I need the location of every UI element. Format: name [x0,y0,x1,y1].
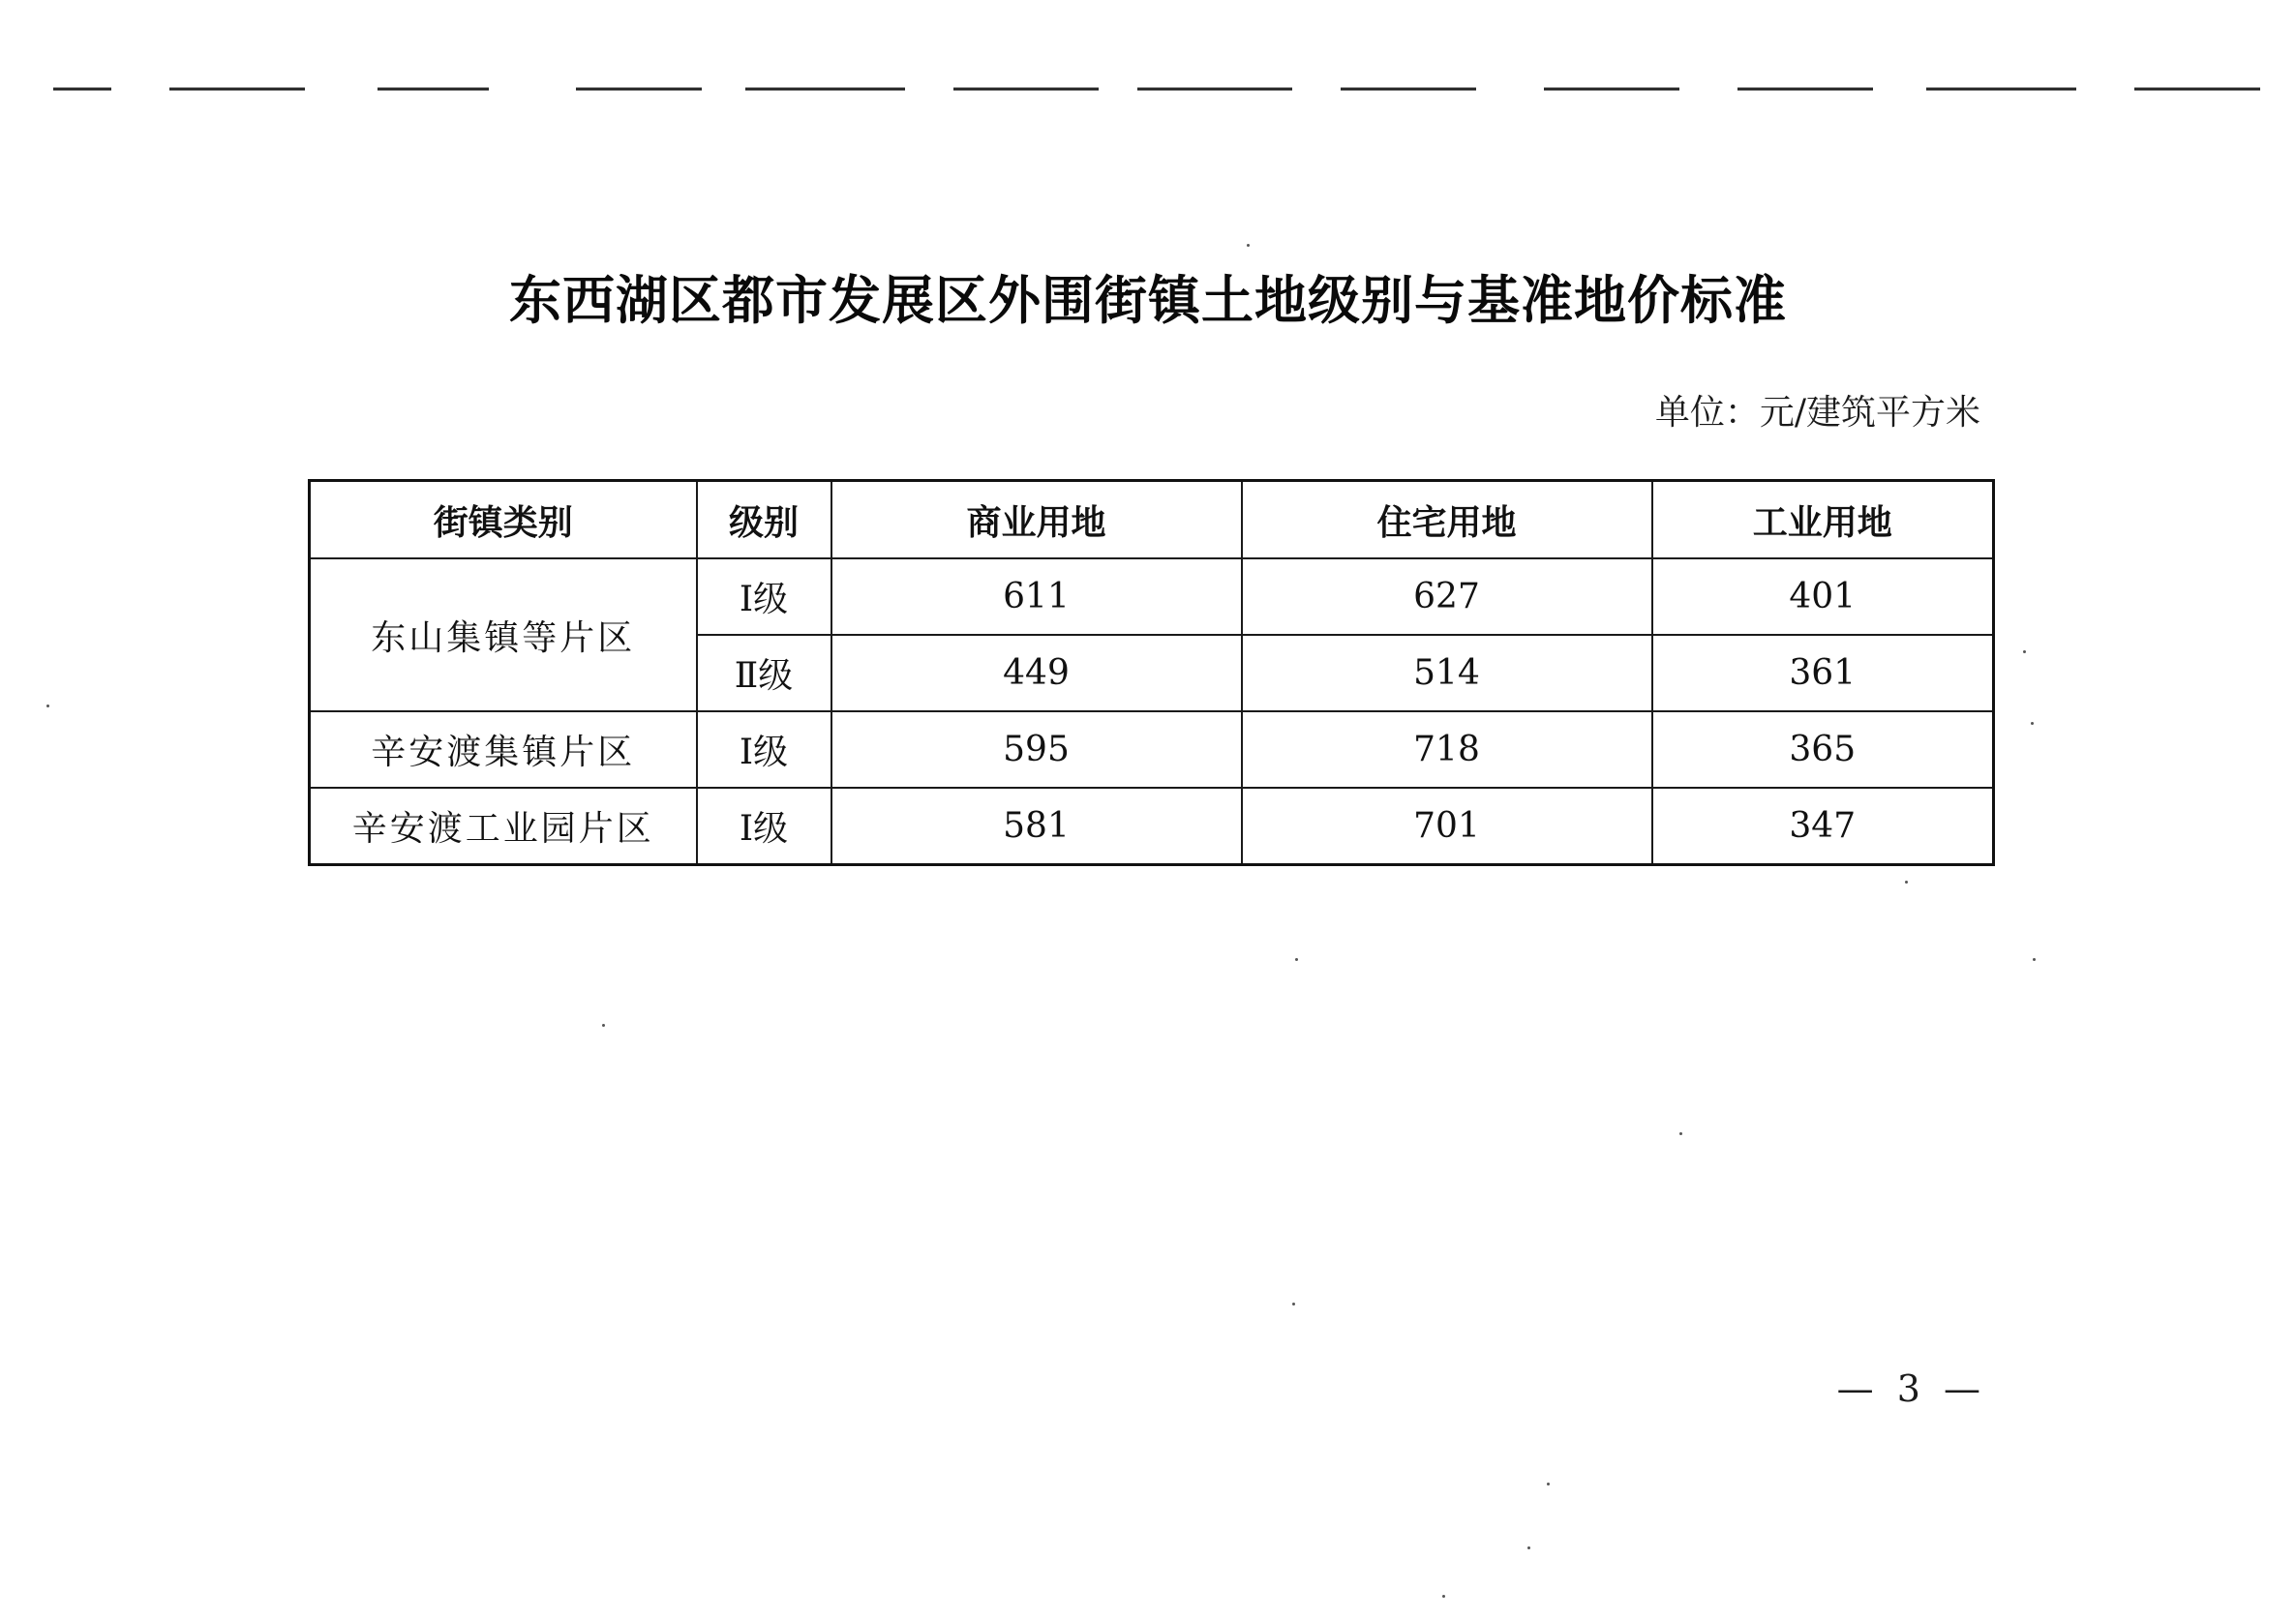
residential-price-cell: 701 [1242,788,1652,865]
table-header-row [310,481,1994,559]
town-cell: 辛安渡工业园片区 [310,788,697,865]
document-title: 东西湖区都市发展区外围街镇土地级别与基准地价标准 [509,270,1787,331]
industrial-price-cell: 365 [1652,711,1994,788]
grade-cell: Ⅱ级 [697,635,831,711]
commercial-price-cell: 595 [831,711,1242,788]
grade-cell: Ⅰ级 [697,711,831,788]
scan-speck [2031,722,2034,725]
scan-top-edge-marks [53,83,2260,95]
residential-price-cell: 514 [1242,635,1652,711]
scan-speck [1442,1595,1445,1598]
industrial-price-cell: 361 [1652,635,1994,711]
town-cell: 东山集镇等片区 [310,558,697,711]
commercial-price-cell: 611 [831,558,1242,635]
table-row [310,558,1994,635]
industrial-price-cell: 347 [1652,788,1994,865]
grade-cell: Ⅰ级 [697,788,831,865]
land-price-table [308,479,1995,866]
header-residential-land: 住宅用地 [1242,481,1652,559]
table-row [310,711,1994,788]
scan-speck [1679,1132,1682,1135]
scan-speck [2033,958,2036,961]
scan-speck [1905,881,1908,884]
header-industrial-land: 工业用地 [1652,481,1994,559]
scan-speck [602,1024,605,1027]
header-commercial-land: 商业用地 [831,481,1242,559]
unit-label: 单位：元/建筑平方米 [1654,393,1980,433]
grade-cell: Ⅰ级 [697,558,831,635]
commercial-price-cell: 449 [831,635,1242,711]
scan-speck [1527,1546,1530,1549]
industrial-price-cell: 401 [1652,558,1994,635]
residential-price-cell: 718 [1242,711,1652,788]
scan-speck [1292,1303,1295,1305]
town-cell: 辛安渡集镇片区 [310,711,697,788]
table-row [310,788,1994,865]
scan-speck [2023,650,2026,653]
scan-speck [1247,244,1250,247]
page-number: — 3 — [1836,1367,1986,1410]
commercial-price-cell: 581 [831,788,1242,865]
scan-speck [1547,1483,1550,1485]
header-grade: 级别 [697,481,831,559]
residential-price-cell: 627 [1242,558,1652,635]
scan-speck [46,705,49,707]
header-town-category: 街镇类别 [310,481,697,559]
scan-speck [1295,958,1298,961]
